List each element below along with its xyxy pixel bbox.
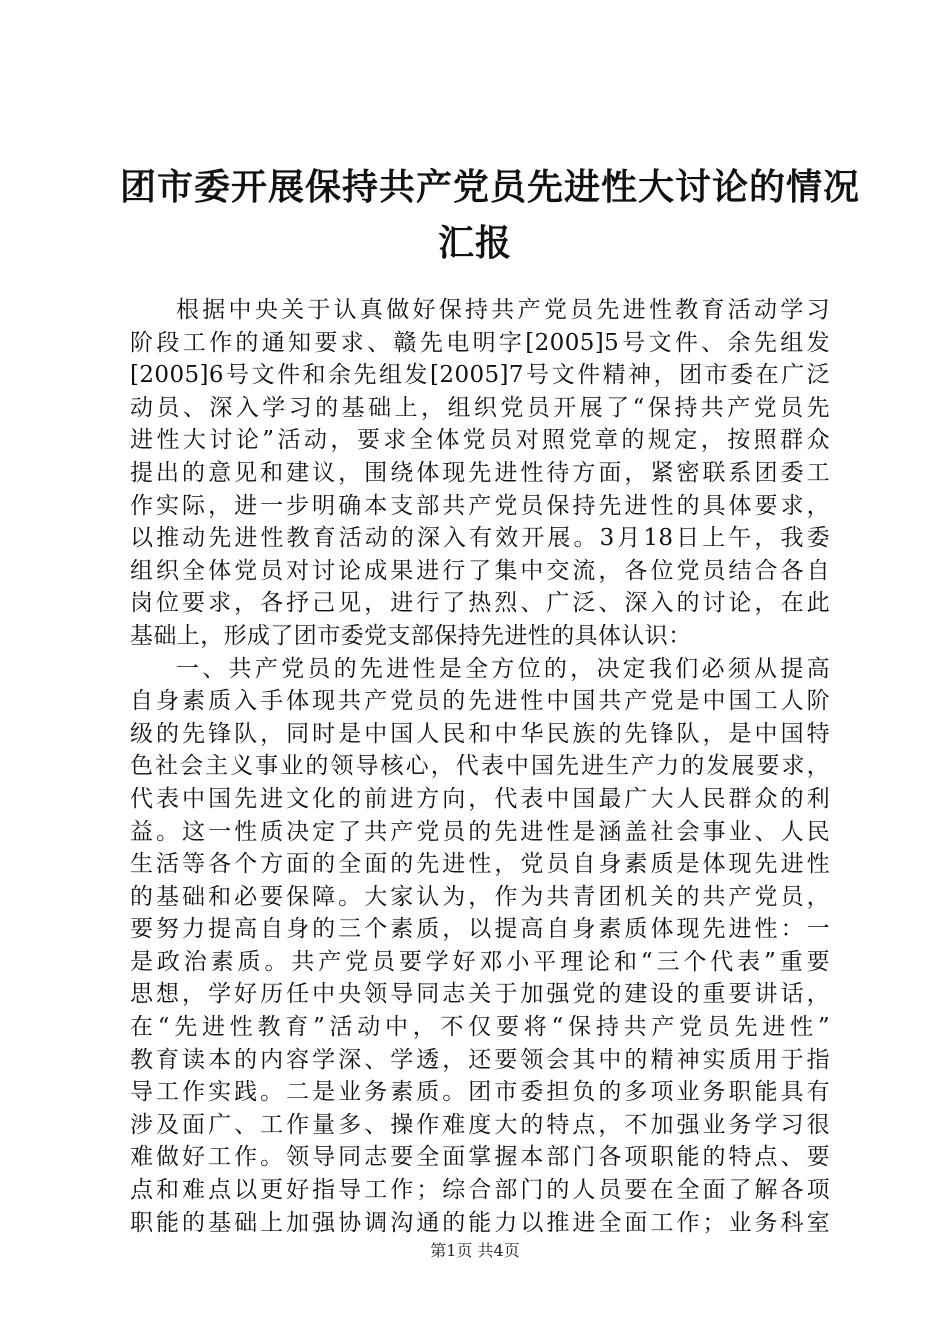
body-line: 一、共产党员的先进性是全方位的，决定我们必须从提高 bbox=[176, 655, 830, 682]
body-line: 提出的意见和建议，围绕体现先进性待方面，紧密联系团委工 bbox=[130, 459, 830, 486]
body-line: 思想，学好历任中央领导同志关于加强党的建设的重要讲话， bbox=[130, 981, 830, 1008]
body-line: 作实际，进一步明确本支部共产党员保持先进性的具体要求， bbox=[130, 492, 830, 519]
body-line: 的基础和必要保障。大家认为，作为共青团机关的共产党员， bbox=[130, 883, 830, 910]
body-line: [2005]6号文件和余先组发[2005]7号文件精神，团市委在广泛 bbox=[130, 362, 830, 389]
body-line: 根据中央关于认真做好保持共产党员先进性教育活动学习 bbox=[176, 297, 830, 323]
body-line: 教育读本的内容学深、学透，还要领会其中的精神实质用于指 bbox=[130, 1046, 830, 1073]
body-line: 生活等各个方面的全面的先进性，党员自身素质是体现先进性 bbox=[130, 851, 830, 878]
body-line: 难做好工作。领导同志要全面掌握本部门各项职能的特点、要 bbox=[130, 1144, 830, 1171]
title-line-1: 团市委开展保持共产党员先进性大讨论的情况 bbox=[120, 167, 861, 208]
body-line: 阶段工作的通知要求、赣先电明字[2005]5号文件、余先组发 bbox=[130, 329, 830, 356]
document-body bbox=[130, 294, 830, 1239]
page-footer: 第1页 共4页 bbox=[430, 1241, 520, 1260]
body-line: 动员、深入学习的基础上，组织党员开展了“保持共产党员先 bbox=[130, 394, 830, 421]
body-line: 自身素质入手体现共产党员的先进性中国共产党是中国工人阶 bbox=[130, 688, 830, 715]
body-line: 以推动先进性教育活动的深入有效开展。3月18日上午，我委 bbox=[130, 525, 830, 552]
body-line: 色社会主义事业的领导核心，代表中国先进生产力的发展要求， bbox=[130, 753, 830, 780]
title-line-2: 汇报 bbox=[437, 223, 512, 264]
body-line: 基础上，形成了团市委党支部保持先进性的具体认识： bbox=[130, 622, 692, 649]
body-line: 代表中国先进文化的前进方向，代表中国最广大人民群众的利 bbox=[130, 785, 830, 812]
document-title bbox=[120, 160, 861, 272]
body-line: 进性大讨论”活动，要求全体党员对照党章的规定，按照群众 bbox=[130, 427, 830, 454]
body-line: 点和难点以更好指导工作；综合部门的人员要在全面了解各项 bbox=[130, 1177, 830, 1204]
body-line: 岗位要求，各抒己见，进行了热烈、广泛、深入的讨论，在此 bbox=[130, 590, 830, 617]
body-line: 涉及面广、工作量多、操作难度大的特点，不加强业务学习很 bbox=[130, 1111, 830, 1138]
body-line: 在“先进性教育”活动中，不仅要将“保持共产党员先进性” bbox=[130, 1014, 830, 1041]
body-line: 益。这一性质决定了共产党员的先进性是涵盖社会事业、人民 bbox=[130, 818, 830, 845]
body-line: 组织全体党员对讨论成果进行了集中交流，各位党员结合各自 bbox=[130, 557, 830, 584]
body-line: 要努力提高自身的三个素质，以提高自身素质体现先进性：一 bbox=[130, 916, 830, 943]
body-line: 是政治素质。共产党员要学好邓小平理论和“三个代表”重要 bbox=[130, 948, 830, 975]
body-line: 级的先锋队，同时是中国人民和中华民族的先锋队，是中国特 bbox=[130, 720, 830, 747]
body-line: 导工作实践。二是业务素质。团市委担负的多项业务职能具有 bbox=[130, 1079, 830, 1106]
body-line: 职能的基础上加强协调沟通的能力以推进全面工作；业务科室 bbox=[130, 1209, 830, 1236]
